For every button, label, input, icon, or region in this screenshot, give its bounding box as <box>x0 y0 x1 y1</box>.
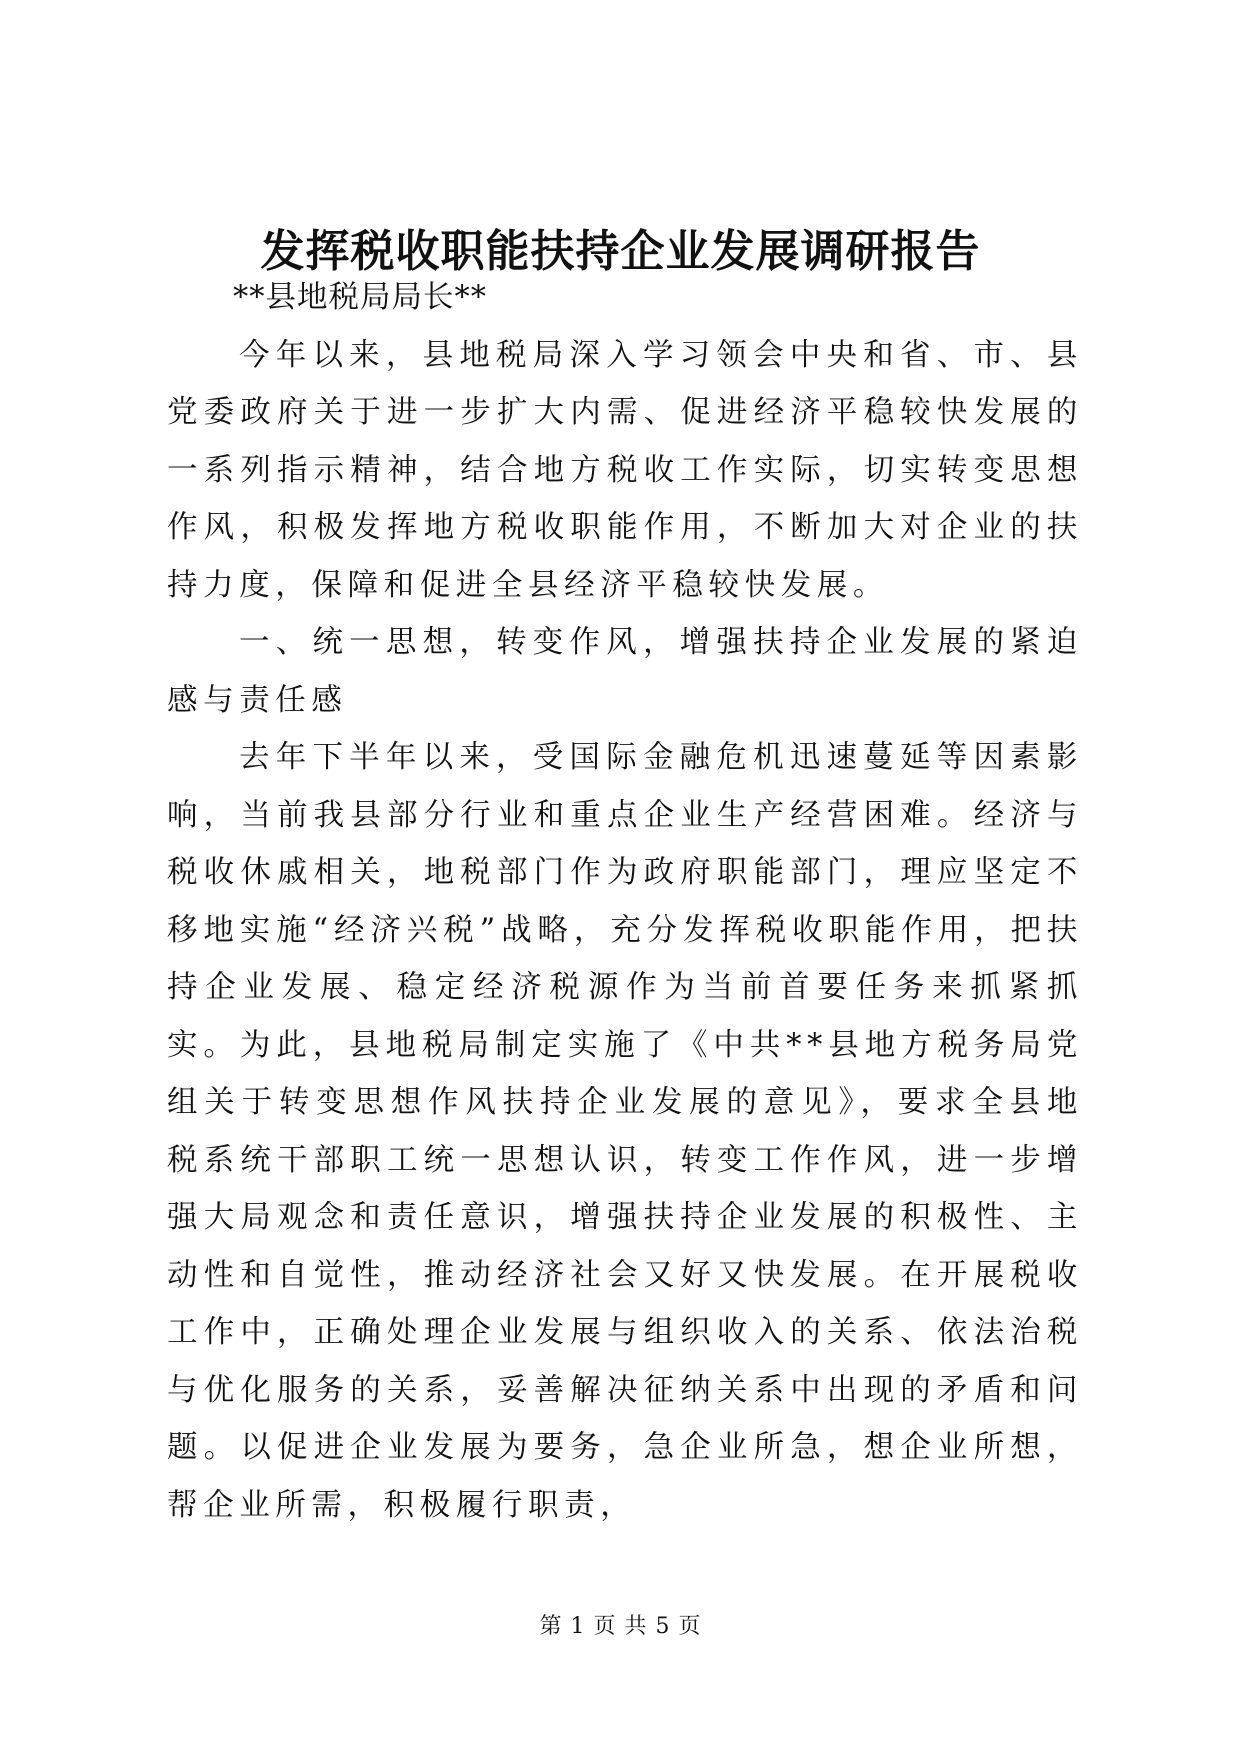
document-body <box>167 269 1083 1534</box>
body-paragraph: 今年以来，县地税局深入学习领会中央和省、市、县党委政府关于进一步扩大内需、促进经济平稳较快发展的一系列指示精神，结合地方税收工作实际，切实转变思想作风，积极发挥地方税收职能作用，不断加大对企业的扶持力度，保障和促进全县经济平稳较快发展。 <box>167 337 1083 603</box>
page-number: 第 1 页 共 5 页 <box>539 1614 702 1639</box>
body-paragraph: 去年下半年以来，受国际金融危机迅速蔓延等因素影响，当前我县部分行业和重点企业生产经营困难。经济与税收休戚相关，地税部门作为政府职能部门，理应坚定不移地实施“经济兴税”战略，充分发挥税收职能作用，把扶持企业发展、稳定经济税源作为当前首要任务来抓紧抓实。为此，县地税局制定实施了《中共**县地方税务局党组关于转变思想作风扶持企业发展的意见》，要求全县地税系统干部职工统一思想认识，转变工作作风，进一步增强大局观念和责任意识，增强扶持企业发展的积极性、主动性和自觉性，推动经济社会又好又快发展。在开展税收工作中，正确处理企业发展与组织收入的关系、依法治税与优化服务的关系，妥善解决征纳关系中出现的矛盾和问题。以促进企业发展为要务，急企业所急，想企业所想，帮企业所需，积极履行职责， <box>167 740 1083 1523</box>
author-line: **县地税局局长** <box>233 280 487 315</box>
document-title: 发挥税收职能扶持企业发展调研报告 <box>260 226 981 277</box>
section-heading: 一、统一思想，转变作风，增强扶持企业发展的紧迫感与责任感 <box>167 625 1083 718</box>
